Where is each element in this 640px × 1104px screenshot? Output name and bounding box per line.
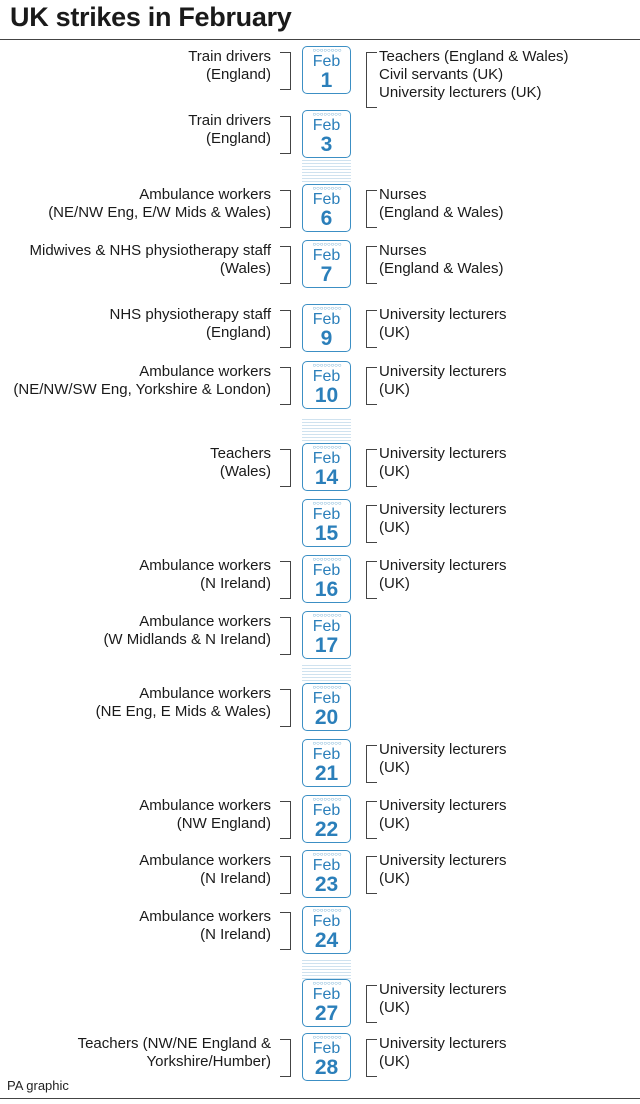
calendar-day: 24 <box>314 929 339 952</box>
timeline-gap <box>302 960 351 979</box>
calendar-month: Feb <box>312 618 341 635</box>
right-strike-group <box>379 363 507 399</box>
calendar-rings-icon: ○○○○○○○○ <box>312 1035 342 1041</box>
left-strike-line: Teachers (NW/NE England & <box>77 1035 271 1052</box>
calendar-icon <box>302 611 351 659</box>
calendar-month: Feb <box>312 1040 341 1057</box>
left-bracket <box>280 449 291 487</box>
left-strike-group <box>210 445 271 481</box>
calendar-day: 14 <box>314 466 339 489</box>
right-strike-group <box>379 242 504 278</box>
strike-day-row <box>0 184 640 238</box>
left-strike-line: (N Ireland) <box>200 926 271 943</box>
calendar-month: Feb <box>312 191 341 208</box>
right-bracket <box>366 745 377 783</box>
calendar-icon <box>302 184 351 232</box>
right-bracket <box>366 856 377 894</box>
strike-day-row <box>0 46 640 100</box>
right-strike-group <box>379 501 507 537</box>
strike-day-row <box>0 361 640 415</box>
calendar-day: 1 <box>320 69 333 92</box>
strike-day-row <box>0 555 640 609</box>
calendar-day: 6 <box>320 207 333 230</box>
calendar-month: Feb <box>312 368 341 385</box>
left-strike-line: (England) <box>205 66 271 83</box>
calendar-rings-icon: ○○○○○○○○ <box>312 741 342 747</box>
timeline-gap <box>302 419 351 443</box>
right-strike-group <box>379 557 507 593</box>
calendar-month: Feb <box>312 506 341 523</box>
left-strike-group <box>139 797 271 833</box>
left-strike-line: (NE/NW/SW Eng, Yorkshire & London) <box>13 381 271 398</box>
calendar-day: 23 <box>314 873 339 896</box>
calendar-icon <box>302 850 351 898</box>
calendar-day: 17 <box>314 634 339 657</box>
right-bracket <box>366 801 377 839</box>
right-bracket <box>366 561 377 599</box>
right-strike-line: University lecturers <box>379 363 507 380</box>
right-bracket <box>366 449 377 487</box>
right-strike-line: (UK) <box>379 381 410 398</box>
right-strike-line: (UK) <box>379 870 410 887</box>
right-strike-line: (UK) <box>379 1053 410 1070</box>
calendar-icon <box>302 683 351 731</box>
right-strike-line: University lecturers (UK) <box>379 84 542 101</box>
right-strike-line: University lecturers <box>379 981 507 998</box>
calendar-day: 20 <box>314 706 339 729</box>
left-strike-line: Train drivers <box>188 48 271 65</box>
right-strike-line: Nurses <box>379 186 427 203</box>
strike-day-row <box>0 683 640 737</box>
right-strike-group <box>379 797 507 833</box>
left-strike-group <box>139 852 271 888</box>
left-strike-line: Yorkshire/Humber) <box>146 1053 271 1070</box>
strike-day-row <box>0 906 640 960</box>
strike-day-row <box>0 443 640 497</box>
calendar-month: Feb <box>312 802 341 819</box>
left-strike-group <box>13 363 271 399</box>
left-strike-group <box>110 306 271 342</box>
right-bracket <box>366 52 377 108</box>
calendar-icon <box>302 906 351 954</box>
left-strike-line: (W Midlands & N Ireland) <box>103 631 271 648</box>
right-strike-line: University lecturers <box>379 1035 507 1052</box>
strike-day-row <box>0 979 640 1033</box>
right-bracket <box>366 310 377 348</box>
right-strike-line: University lecturers <box>379 852 507 869</box>
calendar-month: Feb <box>312 986 341 1003</box>
left-strike-line: Midwives & NHS physiotherapy staff <box>29 242 271 259</box>
right-strike-line: (England & Wales) <box>379 204 504 221</box>
left-bracket <box>280 310 291 348</box>
calendar-month: Feb <box>312 247 341 264</box>
calendar-rings-icon: ○○○○○○○○ <box>312 306 342 312</box>
calendar-month: Feb <box>312 311 341 328</box>
left-strike-line: Ambulance workers <box>139 363 271 380</box>
strike-day-row <box>0 110 640 164</box>
left-bracket <box>280 856 291 894</box>
calendar-day: 22 <box>314 818 339 841</box>
right-strike-group <box>379 741 507 777</box>
left-bracket <box>280 912 291 950</box>
left-strike-group <box>48 186 271 222</box>
right-strike-line: (England & Wales) <box>379 260 504 277</box>
left-strike-line: (England) <box>205 130 271 147</box>
calendar-icon <box>302 304 351 352</box>
calendar-day: 21 <box>314 762 339 785</box>
left-strike-line: Ambulance workers <box>139 852 271 869</box>
calendar-day: 3 <box>320 133 333 156</box>
calendar-icon <box>302 46 351 94</box>
strike-day-row <box>0 1033 640 1087</box>
calendar-rings-icon: ○○○○○○○○ <box>312 186 342 192</box>
right-bracket <box>366 985 377 1023</box>
left-strike-line: Ambulance workers <box>139 797 271 814</box>
left-strike-line: (Wales) <box>219 463 271 480</box>
calendar-rings-icon: ○○○○○○○○ <box>312 852 342 858</box>
calendar-month: Feb <box>312 117 341 134</box>
right-strike-line: University lecturers <box>379 306 507 323</box>
left-bracket <box>280 561 291 599</box>
left-strike-group <box>139 908 271 944</box>
left-strike-line: Ambulance workers <box>139 685 271 702</box>
right-strike-line: University lecturers <box>379 557 507 574</box>
left-strike-group <box>188 112 271 148</box>
right-bracket <box>366 190 377 228</box>
page-title: UK strikes in February <box>10 2 292 32</box>
calendar-day: 15 <box>314 522 339 545</box>
calendar-icon <box>302 795 351 843</box>
left-strike-line: (NW England) <box>176 815 271 832</box>
left-bracket <box>280 367 291 405</box>
calendar-icon <box>302 443 351 491</box>
calendar-month: Feb <box>312 913 341 930</box>
calendar-day: 7 <box>320 263 333 286</box>
calendar-rings-icon: ○○○○○○○○ <box>312 501 342 507</box>
calendar-rings-icon: ○○○○○○○○ <box>312 112 342 118</box>
strike-day-row <box>0 611 640 665</box>
right-strike-line: Civil servants (UK) <box>379 66 504 83</box>
calendar-day: 27 <box>314 1002 339 1025</box>
left-strike-line: (NE/NW Eng, E/W Mids & Wales) <box>48 204 271 221</box>
calendar-icon <box>302 555 351 603</box>
calendar-icon <box>302 739 351 787</box>
right-bracket <box>366 367 377 405</box>
left-bracket <box>280 246 291 284</box>
calendar-icon <box>302 979 351 1027</box>
right-strike-group <box>379 981 507 1017</box>
calendar-rings-icon: ○○○○○○○○ <box>312 242 342 248</box>
strike-day-row <box>0 850 640 904</box>
left-bracket <box>280 801 291 839</box>
left-strike-line: (Wales) <box>219 260 271 277</box>
right-strike-line: (UK) <box>379 324 410 341</box>
calendar-icon <box>302 499 351 547</box>
right-strike-line: (UK) <box>379 815 410 832</box>
right-strike-line: University lecturers <box>379 741 507 758</box>
calendar-icon <box>302 1033 351 1081</box>
right-strike-line: University lecturers <box>379 797 507 814</box>
calendar-month: Feb <box>312 562 341 579</box>
calendar-icon <box>302 361 351 409</box>
calendar-rings-icon: ○○○○○○○○ <box>312 908 342 914</box>
left-bracket <box>280 116 291 154</box>
calendar-icon <box>302 240 351 288</box>
right-bracket <box>366 246 377 284</box>
calendar-rings-icon: ○○○○○○○○ <box>312 557 342 563</box>
bottom-divider <box>0 1098 640 1099</box>
calendar-month: Feb <box>312 53 341 70</box>
left-strike-line: Ambulance workers <box>139 186 271 203</box>
calendar-month: Feb <box>312 450 341 467</box>
left-strike-group <box>96 685 271 721</box>
left-bracket <box>280 689 291 727</box>
calendar-month: Feb <box>312 746 341 763</box>
right-strike-group <box>379 852 507 888</box>
right-strike-line: (UK) <box>379 463 410 480</box>
left-strike-group <box>139 557 271 593</box>
left-strike-group <box>30 242 272 278</box>
calendar-rings-icon: ○○○○○○○○ <box>312 685 342 691</box>
left-strike-line: (England) <box>205 324 271 341</box>
right-strike-group <box>379 1035 507 1071</box>
left-strike-line: Ambulance workers <box>139 613 271 630</box>
calendar-day: 10 <box>314 384 339 407</box>
right-strike-line: Nurses <box>379 242 427 259</box>
left-bracket <box>280 52 291 90</box>
right-strike-group <box>379 48 569 102</box>
calendar-month: Feb <box>312 857 341 874</box>
calendar-month: Feb <box>312 690 341 707</box>
timeline-gap <box>302 665 351 683</box>
left-strike-group <box>188 48 271 84</box>
left-bracket <box>280 617 291 655</box>
calendar-rings-icon: ○○○○○○○○ <box>312 613 342 619</box>
right-strike-line: Teachers (England & Wales) <box>379 48 569 65</box>
credit-label: PA graphic <box>7 1078 69 1093</box>
left-strike-line: (N Ireland) <box>200 575 271 592</box>
left-strike-line: (NE Eng, E Mids & Wales) <box>95 703 271 720</box>
right-strike-line: University lecturers <box>379 501 507 518</box>
calendar-rings-icon: ○○○○○○○○ <box>312 981 342 987</box>
left-strike-group <box>103 613 271 649</box>
calendar-day: 16 <box>314 578 339 601</box>
left-strike-line: Train drivers <box>188 112 271 129</box>
calendar-rings-icon: ○○○○○○○○ <box>312 445 342 451</box>
right-strike-line: (UK) <box>379 519 410 536</box>
right-bracket <box>366 505 377 543</box>
calendar-day: 9 <box>320 327 333 350</box>
calendar-day: 28 <box>314 1056 339 1079</box>
left-strike-line: Teachers <box>210 445 271 462</box>
left-strike-line: Ambulance workers <box>139 557 271 574</box>
left-strike-line: (N Ireland) <box>200 870 271 887</box>
calendar-icon <box>302 110 351 158</box>
right-strike-line: University lecturers <box>379 445 507 462</box>
left-strike-line: NHS physiotherapy staff <box>109 306 271 323</box>
right-strike-line: (UK) <box>379 575 410 592</box>
calendar-rings-icon: ○○○○○○○○ <box>312 797 342 803</box>
left-strike-line: Ambulance workers <box>139 908 271 925</box>
strike-day-row <box>0 739 640 793</box>
right-strike-line: (UK) <box>379 999 410 1016</box>
left-bracket <box>280 190 291 228</box>
strike-day-row <box>0 499 640 553</box>
right-strike-group <box>379 186 504 222</box>
right-strike-line: (UK) <box>379 759 410 776</box>
right-strike-group <box>379 445 507 481</box>
left-strike-group <box>78 1035 271 1071</box>
strike-day-row <box>0 795 640 849</box>
strike-day-row <box>0 304 640 358</box>
right-strike-group <box>379 306 507 342</box>
calendar-rings-icon: ○○○○○○○○ <box>312 363 342 369</box>
right-bracket <box>366 1039 377 1077</box>
calendar-rings-icon: ○○○○○○○○ <box>312 48 342 54</box>
left-bracket <box>280 1039 291 1077</box>
strike-day-row <box>0 240 640 294</box>
